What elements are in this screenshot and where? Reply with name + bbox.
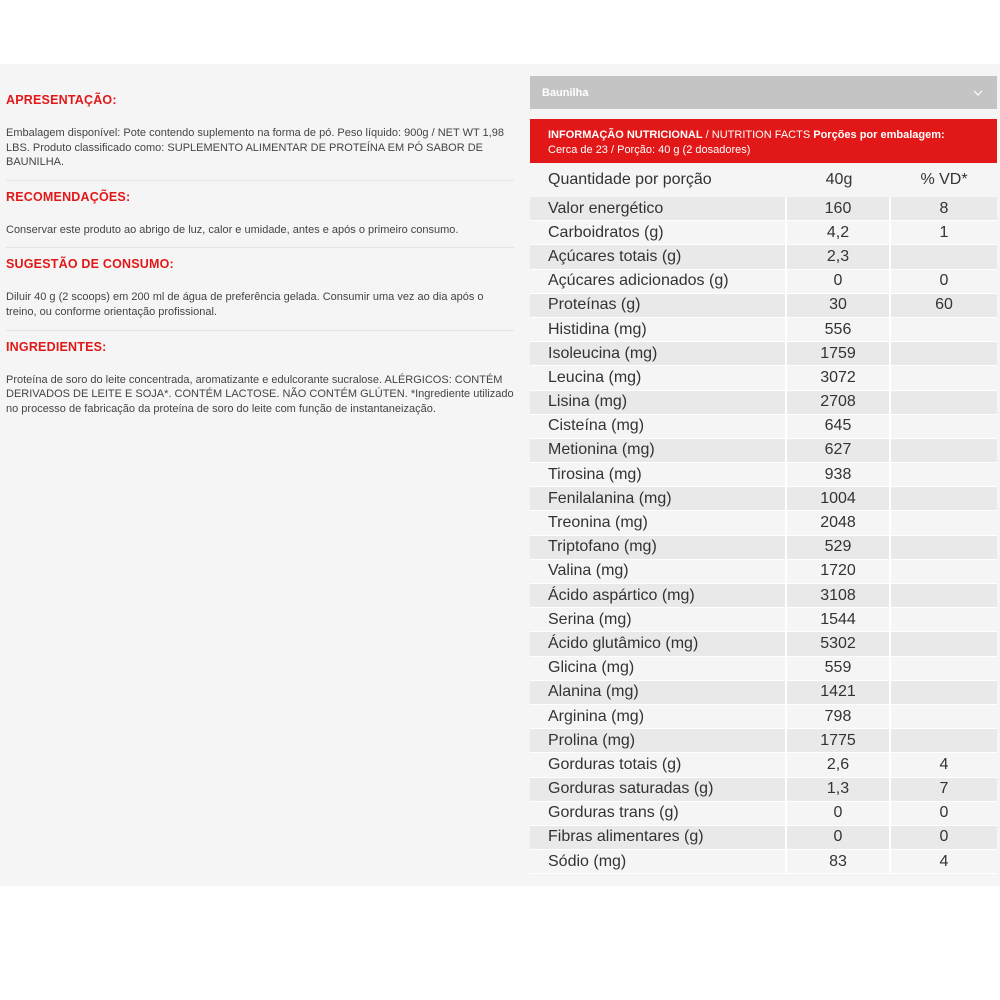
nutrient-amount: 0 (787, 826, 891, 849)
nutrient-name: Glicina (mg) (530, 657, 787, 680)
table-row (530, 294, 997, 318)
nutrient-amount: 1775 (787, 729, 891, 752)
table-row (530, 560, 997, 584)
table-row (530, 536, 997, 560)
nutrient-amount: 559 (787, 657, 891, 680)
nutrient-amount: 1544 (787, 608, 891, 631)
nutrient-amount: 0 (787, 802, 891, 825)
nutrient-vd (891, 439, 997, 462)
info-section (6, 330, 514, 427)
nutrient-vd (891, 511, 997, 534)
table-row (530, 511, 997, 535)
nutrition-header-servings: Cerca de 23 (548, 144, 608, 156)
info-section (6, 84, 514, 180)
nutrient-vd (891, 729, 997, 752)
section-text: Conservar este produto ao abrigo de luz, calor e umidade, antes e após o primeiro consumo. (6, 223, 459, 236)
table-row (530, 415, 997, 439)
table-row (530, 221, 997, 245)
nutrient-vd (891, 415, 997, 438)
nutrient-amount: 160 (787, 197, 891, 220)
nutrient-vd (891, 632, 997, 655)
column-header-amount: 40g (825, 171, 853, 188)
nutrient-vd (891, 487, 997, 510)
info-section (6, 247, 514, 329)
nutrient-vd (891, 245, 997, 268)
nutrient-name: Valor energético (530, 197, 787, 220)
table-row (530, 681, 997, 705)
nutrient-amount: 2708 (787, 391, 891, 414)
nutrient-amount: 1720 (787, 560, 891, 583)
nutrient-vd (891, 681, 997, 704)
nutrient-name: Alanina (mg) (530, 681, 787, 704)
column-header-label: Quantidade por porção (548, 171, 712, 188)
section-title: SUGESTÃO DE CONSUMO: (6, 257, 174, 272)
nutrient-amount: 938 (787, 463, 891, 486)
table-row (530, 439, 997, 463)
nutrient-vd (891, 608, 997, 631)
nutrient-name: Histidina (mg) (530, 318, 787, 341)
table-row (530, 632, 997, 656)
nutrient-name: Triptofano (mg) (530, 536, 787, 559)
nutrient-vd: 60 (935, 296, 953, 314)
nutrient-name: Gorduras saturadas (g) (530, 778, 787, 801)
nutrient-amount: 1004 (787, 487, 891, 510)
nutrient-name: Proteínas (g) (530, 294, 787, 317)
nutrient-vd (891, 391, 997, 414)
nutrient-amount: 627 (787, 439, 891, 462)
nutrient-name: Açúcares adicionados (g) (530, 270, 787, 293)
nutrition-header-title: INFORMAÇÃO NUTRICIONAL (548, 129, 703, 141)
section-text: Proteína de soro do leite concentrada, aromatizante e edulcorante sucralose. ALÉRGICOS: CONTÉM DERIVADOS DE LEITE E SOJA*. CONTÉM LACTOSE. NÃO CONTÉM GLÚTEN. *Ingrediente utilizado no processo de fabricação da proteína de soro do leite com função de instantaneização. (6, 373, 514, 415)
section-title: APRESENTAÇÃO: (6, 93, 117, 107)
table-row (530, 487, 997, 511)
table-row (530, 657, 997, 681)
nutrient-vd: 0 (939, 828, 949, 846)
nutrient-vd (891, 463, 997, 486)
nutrient-name: Tirosina (mg) (530, 463, 787, 486)
section-text: Diluir 40 g (2 scoops) em 200 ml de água de preferência gelada. Consumir uma vez ao dia após o treino, ou conforme orientação profissional. (6, 291, 484, 318)
nutrient-amount: 30 (787, 294, 891, 317)
nutrient-vd: 4 (939, 852, 949, 870)
nutrient-amount: 3108 (787, 584, 891, 607)
nutrient-name: Gorduras totais (g) (530, 753, 787, 776)
table-row (530, 463, 997, 487)
nutrient-amount: 83 (787, 850, 891, 873)
table-row (530, 802, 997, 826)
nutrient-vd: 0 (939, 272, 949, 290)
nutrient-vd: 7 (939, 780, 949, 798)
nutrient-vd: 0 (939, 804, 949, 822)
flavor-select[interactable] (530, 76, 997, 109)
nutrient-amount: 2048 (787, 511, 891, 534)
nutrient-vd (891, 536, 997, 559)
section-text: Embalagem disponível: Pote contendo suplemento na forma de pó. Peso líquido: 900g / NET WT 1,98 LBS. Produto classificado como: SUPLEMENTO ALIMENTAR DE PROTEÍNA EM PÓ SABOR DE BAUNILHA. (6, 127, 504, 169)
section-title: RECOMENDAÇÕES: (6, 189, 131, 204)
nutrient-vd: 4 (939, 755, 949, 773)
product-description (6, 84, 514, 426)
chevron-down-icon (971, 86, 985, 100)
nutrient-amount: 3072 (787, 366, 891, 389)
nutrient-name: Prolina (mg) (530, 729, 787, 752)
nutrient-vd (891, 657, 997, 680)
nutrient-amount: 4,2 (787, 221, 891, 244)
nutrient-name: Sódio (mg) (530, 850, 787, 873)
nutrient-amount: 1421 (787, 681, 891, 704)
nutrient-amount: 798 (787, 705, 891, 728)
nutrient-vd (891, 560, 997, 583)
nutrient-amount: 529 (787, 536, 891, 559)
table-row (530, 391, 997, 415)
table-row (530, 342, 997, 366)
nutrition-header-sep: / NUTRITION FACTS (702, 129, 814, 141)
nutrient-name: Ácido aspártico (mg) (530, 584, 787, 607)
nutrient-name: Lisina (mg) (530, 391, 787, 414)
nutrient-name: Carboidratos (g) (530, 221, 787, 244)
nutrition-panel (530, 76, 997, 874)
nutrient-name: Metionina (mg) (530, 439, 787, 462)
nutrient-amount: 2,6 (787, 753, 891, 776)
flavor-select-value: Baunilha (542, 86, 589, 99)
nutrient-vd (891, 342, 997, 365)
table-row (530, 608, 997, 632)
nutrient-name: Arginina (mg) (530, 705, 787, 728)
nutrition-column-headers (530, 163, 997, 197)
table-row (530, 366, 997, 390)
table-row (530, 753, 997, 777)
nutrient-name: Leucina (mg) (530, 366, 787, 389)
nutrition-header-portion: / Porção: 40 g (2 dosadores) (607, 144, 751, 156)
section-title: INGREDIENTES: (6, 339, 107, 354)
nutrient-amount: 1759 (787, 342, 891, 365)
column-header-vd: % VD* (920, 171, 968, 188)
nutrient-name: Açúcares totais (g) (530, 245, 787, 268)
table-row (530, 826, 997, 850)
table-row (530, 245, 997, 269)
table-row (530, 705, 997, 729)
nutrient-amount: 645 (787, 415, 891, 438)
nutrition-table (530, 197, 997, 874)
nutrient-name: Serina (mg) (530, 608, 787, 631)
nutrient-name: Fibras alimentares (g) (530, 826, 787, 849)
nutrient-name: Ácido glutâmico (mg) (530, 632, 787, 655)
info-section (6, 180, 514, 248)
nutrient-amount: 2,3 (787, 245, 891, 268)
nutrient-amount: 0 (787, 270, 891, 293)
nutrient-vd: 1 (939, 223, 949, 241)
nutrient-name: Valina (mg) (530, 560, 787, 583)
nutrient-vd: 8 (939, 199, 949, 217)
table-row (530, 850, 997, 874)
table-row (530, 197, 997, 221)
nutrient-amount: 5302 (787, 632, 891, 655)
table-row (530, 318, 997, 342)
nutrient-name: Cisteína (mg) (530, 415, 787, 438)
nutrient-vd (891, 318, 997, 341)
table-row (530, 584, 997, 608)
nutrient-vd (891, 705, 997, 728)
nutrient-name: Gorduras trans (g) (530, 802, 787, 825)
nutrient-amount: 1,3 (787, 778, 891, 801)
table-row (530, 270, 997, 294)
nutrient-amount: 556 (787, 318, 891, 341)
product-info-panel (0, 64, 1000, 886)
table-row (530, 778, 997, 802)
nutrient-vd (891, 584, 997, 607)
nutrition-header-servings-label: Porções por embalagem: (813, 129, 945, 141)
nutrient-name: Treonina (mg) (530, 511, 787, 534)
nutrition-header (530, 119, 997, 163)
nutrient-vd (891, 366, 997, 389)
nutrient-name: Isoleucina (mg) (530, 342, 787, 365)
table-row (530, 729, 997, 753)
nutrient-name: Fenilalanina (mg) (530, 487, 787, 510)
